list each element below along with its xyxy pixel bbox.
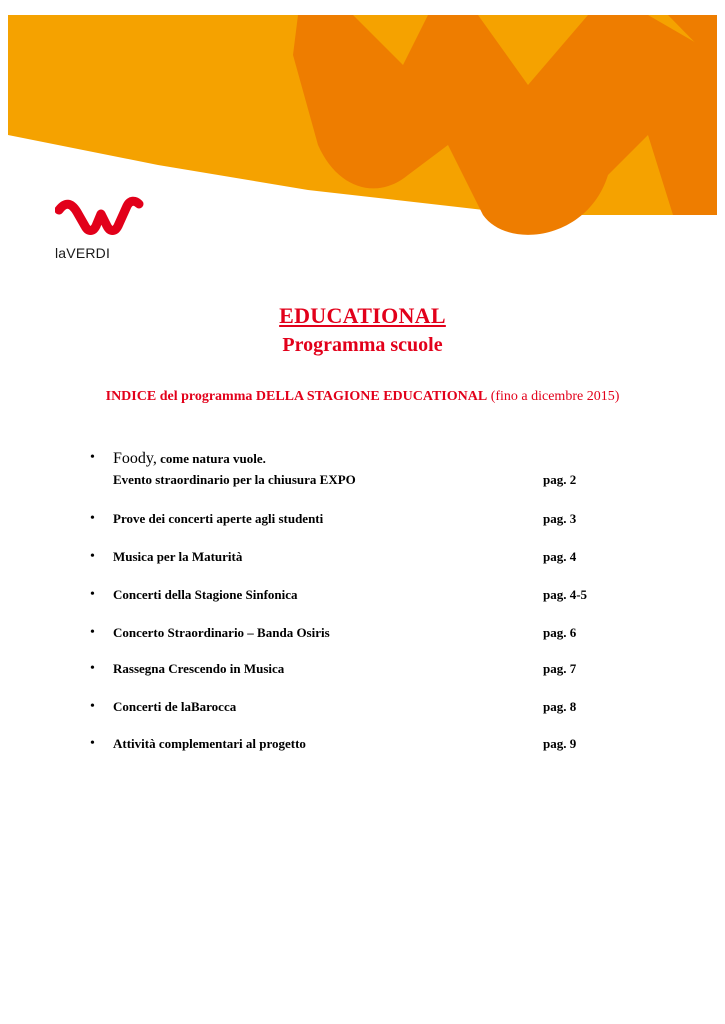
toc-item-label: Concerti della Stagione Sinfonica bbox=[113, 587, 298, 602]
bullet-icon: • bbox=[90, 549, 95, 564]
toc-item-label: Concerti de laBarocca bbox=[113, 699, 237, 714]
toc-item-page: pag. 2 bbox=[543, 472, 577, 487]
bullet-icon: • bbox=[90, 661, 95, 676]
bullet-icon: • bbox=[90, 450, 95, 465]
toc-item-label: Rassegna Crescendo in Musica bbox=[113, 661, 285, 676]
toc-item-page: pag. 8 bbox=[543, 699, 577, 714]
toc-item-label: Prove dei concerti aperte agli studenti bbox=[113, 511, 324, 526]
toc-item-label: Foody, come natura vuole. bbox=[113, 450, 266, 467]
logo-wordmark: laVERDI bbox=[55, 245, 111, 261]
bullet-icon: • bbox=[90, 587, 95, 602]
bullet-icon: • bbox=[90, 699, 95, 714]
bullet-icon: • bbox=[90, 625, 95, 640]
toc-item-label: Concerto Straordinario – Banda Osiris bbox=[113, 625, 330, 640]
index-heading-bold: INDICE del programma DELLA STAGIONE EDUCATIONAL bbox=[105, 389, 488, 404]
toc-item-label: Evento straordinario per la chiusura EXPO bbox=[113, 472, 356, 487]
bullet-icon: • bbox=[90, 736, 95, 751]
toc-item-page: pag. 6 bbox=[543, 625, 577, 640]
page-title: EDUCATIONAL bbox=[279, 303, 446, 328]
toc-item-label: Musica per la Maturità bbox=[113, 549, 243, 564]
toc-item-page: pag. 4-5 bbox=[543, 587, 588, 602]
toc-item-page: pag. 9 bbox=[543, 736, 577, 751]
toc-item-page: pag. 3 bbox=[543, 511, 577, 526]
toc-item-label: Attività complementari al progetto bbox=[113, 736, 306, 751]
toc-item-page: pag. 4 bbox=[543, 549, 577, 564]
bullet-icon: • bbox=[90, 511, 95, 526]
toc-item-page: pag. 7 bbox=[543, 661, 577, 676]
page-subtitle: Programma scuole bbox=[282, 334, 443, 356]
index-heading-dates: (fino a dicembre 2015) bbox=[490, 389, 620, 404]
